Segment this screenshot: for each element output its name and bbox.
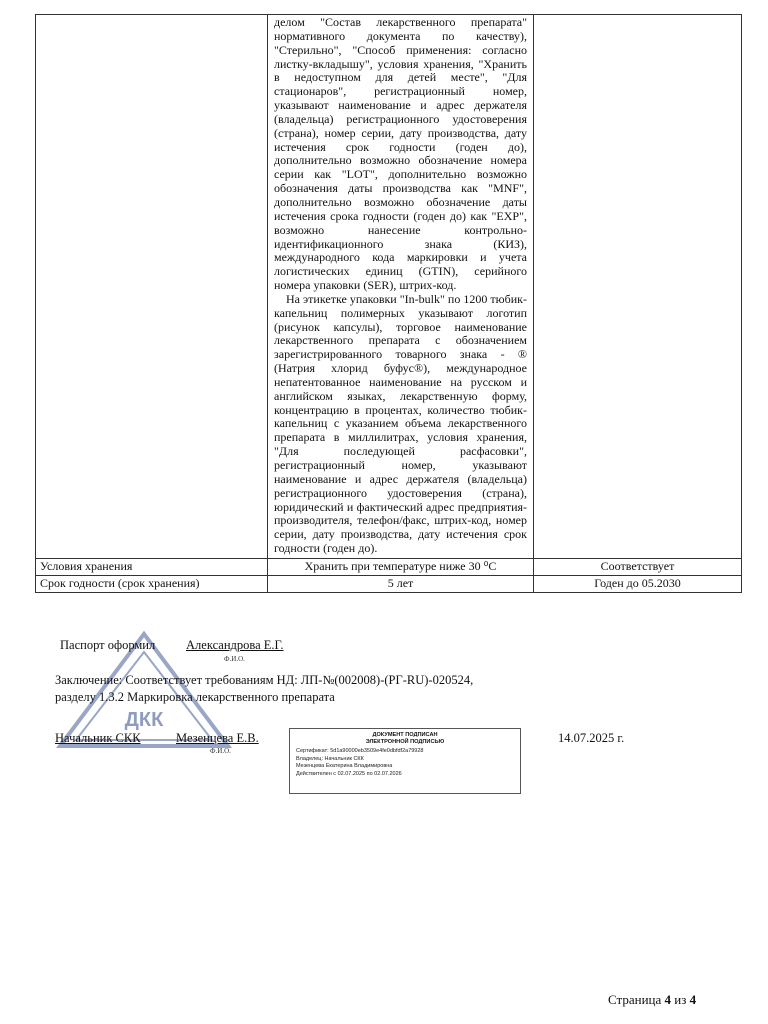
table-row-labeling — [36, 15, 742, 559]
quality-table — [35, 14, 742, 593]
esign-title-1: ДОКУМЕНТ ПОДПИСАН — [372, 732, 438, 738]
page-prefix: Страница — [608, 992, 662, 1007]
conclusion-line-1: Заключение: Соответствует требованиям НД: ЛП-№(002008)-(РГ-RU)-020524, — [55, 673, 474, 687]
page-mid: из — [674, 992, 687, 1007]
table-row — [36, 575, 742, 592]
page-number — [608, 992, 696, 1008]
table-row — [36, 558, 742, 575]
requirement-cell: 5 лет — [268, 575, 534, 592]
param-cell-empty — [36, 15, 268, 559]
param-cell: Срок годности (срок хранения) — [36, 575, 268, 592]
head-name: Мезенцева Е.В. — [176, 731, 259, 745]
result-cell: Годен до 05.2030 — [534, 575, 742, 592]
esign-owner-name: Мезенцева Екатерина Владимировна — [296, 763, 393, 770]
param-cell: Условия хранения — [36, 558, 268, 575]
labeling-paragraph-2: На этикетке упаковки "In-bulk" по 1200 тюбик-капельниц полимерных указывают логотип (рисунок капсулы), торговое наименование лекарственного препарата с обозначением зарегистрированного товарного знака - ® (Натрия хлорид буфус®), международное непатентованное наименование на русском и английском языках, лекарственную форму, концентрацию в процентах, количество тюбик-капельниц с указанием объема лекарственного препарата в миллилитрах, условия хранения, "Для последующей расфасовки", регистрационный номер, указывают наименование и адрес держателя (владельца) регистрационного удостоверения (страна), юридический и фактический адрес предприятия-производителя, телефон/факс, штрих-код, номер серии, дату производства, дату истечения срок годности (годен до). — [274, 291, 527, 556]
sign-date: 14.07.2025 г. — [558, 731, 625, 745]
esign-certificate: Сертификат: 5d1a90000eb3509e4fe0dbfdf2a79928 — [296, 748, 424, 754]
passport-fio-label: Ф.И.О. — [224, 655, 245, 663]
passport-name: Александрова Е.Г. — [186, 638, 284, 652]
page-total: 4 — [689, 992, 697, 1007]
esign-title-2: ЭЛЕКТРОННОЙ ПОДПИСЬЮ — [365, 739, 445, 745]
result-cell: Соответствует — [534, 558, 742, 575]
conclusion-line-2: разделу 1.3.2 Маркировка лекарственного препарата — [55, 690, 335, 704]
esign-validity: Действителен с 02.07.2025 по 02.07.2026 — [296, 770, 402, 777]
labeling-paragraph-1: делом "Состав лекарственного препарата" нормативного документа по качеству), "Стерильно", "Способ применения: согласно листку-вкладышу", условия хранения, "Хранить в недоступном для детей месте", "Для стационаров", регистрационный номер, указывают наименование и адрес держателя (владельца) регистрационного удостоверения (страна), номер серии, дату производства, дату истечения срок годности (годен до), дополнительно возможно обозначение номера серии как "LOT", дополнительно возможно обозначения даты производства как "MNF", дополнительно возможно обозначение даты истечения срока годности (годен до) как "EXP", возможно нанесение контрольно-идентификационного знака (КИЗ), международного кода маркировки и учета логистических единиц (GTIN), серийного номера упаковки (SER), штрих-код. — [274, 15, 527, 293]
head-label: Начальник СКК — [55, 731, 141, 745]
esign-owner: Владелец: Начальник СКК — [296, 755, 364, 762]
result-cell-empty — [534, 15, 742, 559]
page-current: 4 — [664, 992, 672, 1007]
electronic-signature-box — [289, 728, 521, 794]
stamp-text: ДКК — [124, 709, 164, 731]
requirement-cell: Хранить при температуре ниже 30 ⁰С — [268, 558, 534, 575]
requirement-cell-labeling — [268, 15, 534, 559]
head-fio-label: Ф.И.О. — [210, 747, 231, 755]
passport-label: Паспорт оформил — [60, 638, 156, 652]
